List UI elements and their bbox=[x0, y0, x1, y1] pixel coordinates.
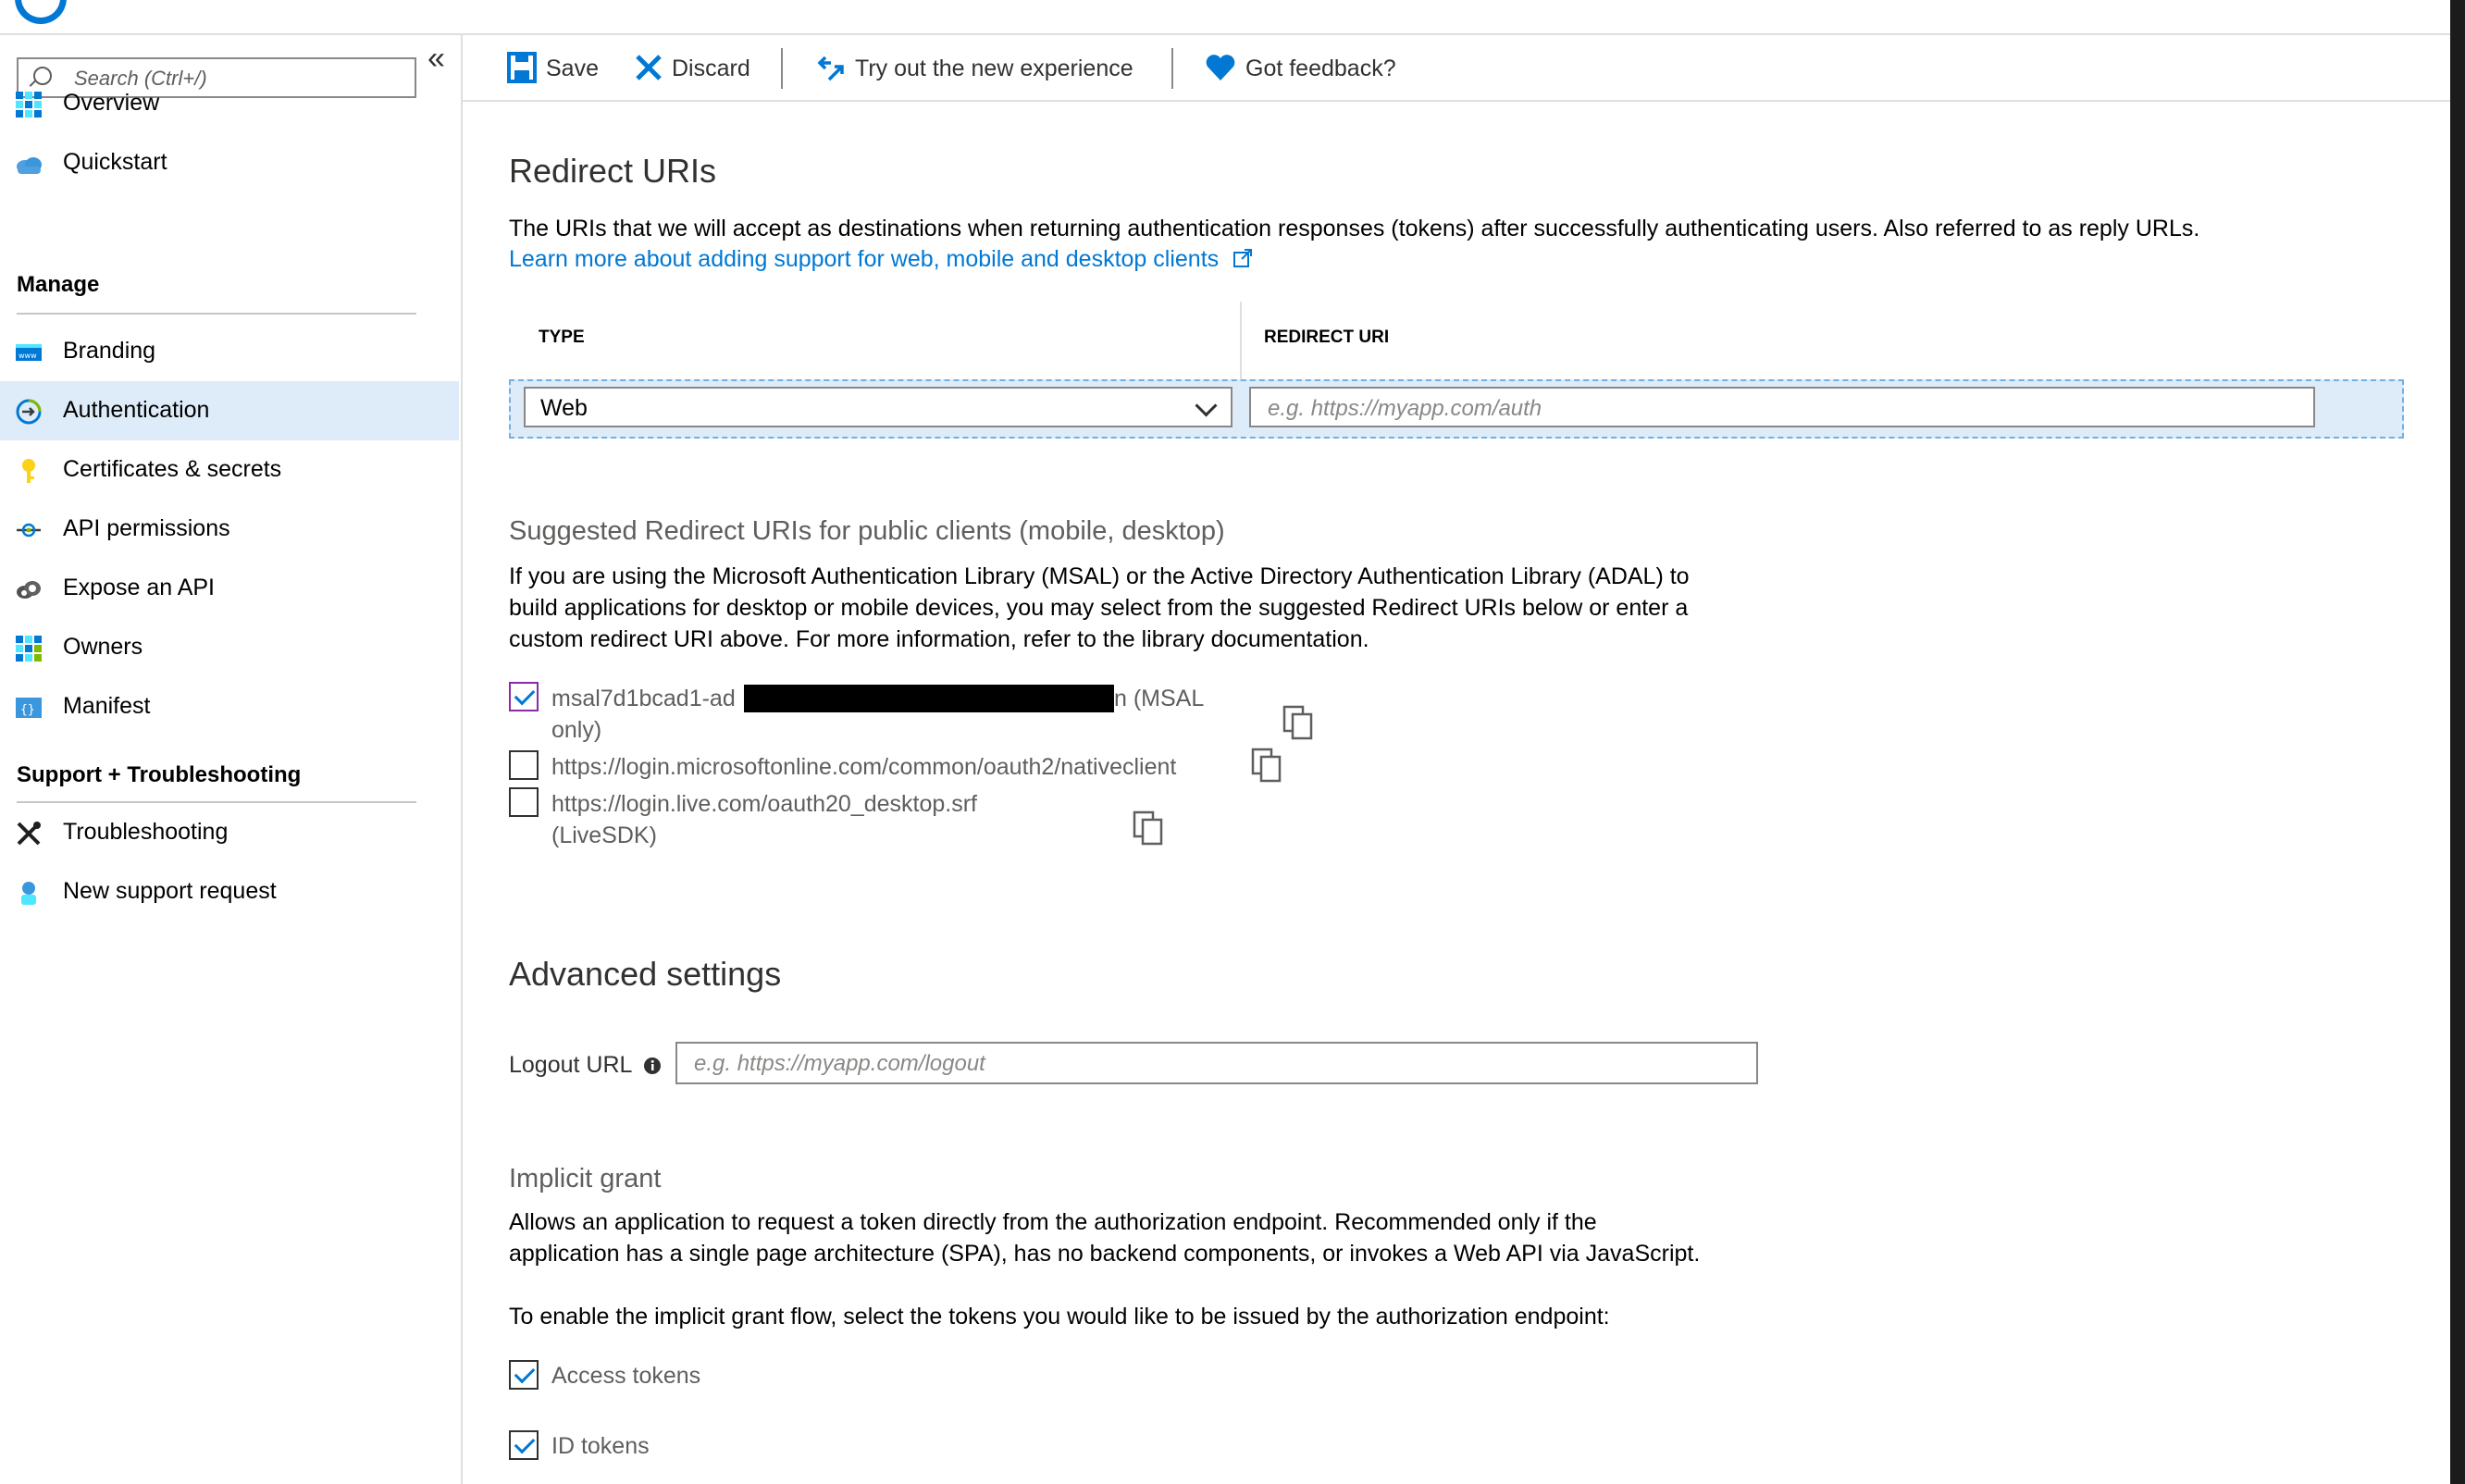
sidebar-item-label: Overview bbox=[63, 90, 160, 116]
msal-uri-label-suffix: n (MSAL bbox=[1114, 686, 1205, 711]
redirect-uris-title: Redirect URIs bbox=[509, 152, 717, 190]
sidebar-item-expose-api[interactable] bbox=[0, 559, 459, 618]
redacted-text bbox=[744, 685, 1114, 712]
msal-uri-label-line2: only) bbox=[551, 717, 602, 743]
sidebar-item-api-permissions[interactable] bbox=[0, 500, 459, 559]
grid-icon bbox=[15, 91, 43, 118]
manifest-icon bbox=[15, 694, 43, 722]
close-icon bbox=[635, 54, 663, 81]
owners-icon bbox=[15, 635, 43, 662]
sidebar-item-authentication[interactable] bbox=[0, 381, 459, 440]
adjacent-window-edge bbox=[2450, 0, 2465, 1484]
heart-icon bbox=[1205, 54, 1236, 81]
msal-uri-label-prefix: msal7d1bcad1-ad bbox=[551, 686, 736, 711]
sidebar-item-branding[interactable] bbox=[0, 322, 459, 381]
redirect-uri-field[interactable] bbox=[1249, 387, 2315, 427]
sidebar-item-troubleshooting[interactable] bbox=[0, 803, 459, 862]
sidebar-item-label: Troubleshooting bbox=[63, 819, 229, 845]
top-header-strip bbox=[0, 0, 2465, 35]
try-new-experience-button[interactable] bbox=[816, 50, 1168, 87]
implicit-desc-line-2: application has a single page architecture (SPA), has no backend components, or invokes a Web API via JavaScript. bbox=[509, 1241, 1701, 1267]
manage-section-title: Manage bbox=[17, 272, 100, 297]
copy-icon[interactable] bbox=[1251, 748, 1282, 783]
save-icon bbox=[507, 52, 537, 83]
sidebar bbox=[0, 35, 463, 1484]
chevron-down-icon bbox=[1195, 394, 1217, 416]
sidebar-item-label: Quickstart bbox=[63, 149, 167, 175]
livesdk-uri-label: https://login.live.com/oauth20_desktop.srf bbox=[551, 791, 977, 817]
sidebar-item-manifest[interactable] bbox=[0, 677, 459, 736]
sidebar-item-new-support-request[interactable] bbox=[0, 862, 459, 921]
discard-button[interactable] bbox=[635, 50, 761, 87]
redirect-uri-column-header: REDIRECT URI bbox=[1264, 328, 1390, 347]
access-tokens-label: Access tokens bbox=[551, 1363, 701, 1389]
sidebar-item-label: Expose an API bbox=[63, 575, 216, 600]
sidebar-item-label: Certificates & secrets bbox=[63, 456, 282, 482]
save-button[interactable] bbox=[507, 50, 609, 87]
divider bbox=[17, 313, 416, 315]
api-permissions-icon bbox=[15, 516, 43, 544]
try-new-label: Try out the new experience bbox=[855, 56, 1133, 81]
checkmark-icon bbox=[514, 1363, 536, 1384]
livesdk-uri-label-line2: (LiveSDK) bbox=[551, 822, 657, 848]
copy-icon[interactable] bbox=[1133, 810, 1164, 846]
external-link-icon bbox=[1232, 248, 1253, 268]
save-label: Save bbox=[546, 56, 599, 81]
key-icon bbox=[15, 457, 43, 485]
suggested-uris-title: Suggested Redirect URIs for public clients (mobile, desktop) bbox=[509, 516, 1225, 546]
info-icon[interactable] bbox=[643, 1057, 662, 1075]
advanced-settings-title: Advanced settings bbox=[509, 955, 782, 993]
cloud-icon bbox=[15, 150, 43, 178]
livesdk-uri-checkbox[interactable] bbox=[509, 787, 539, 817]
sidebar-item-certificates[interactable] bbox=[0, 440, 459, 500]
access-tokens-checkbox[interactable] bbox=[509, 1360, 539, 1390]
authentication-icon bbox=[15, 398, 43, 426]
suggested-desc-line-3: custom redirect URI above. For more information, refer to the library documentation. bbox=[509, 626, 1369, 652]
sidebar-item-overview[interactable] bbox=[0, 74, 459, 133]
redirect-uri-input[interactable] bbox=[1266, 392, 2279, 426]
sidebar-item-label: Manifest bbox=[63, 693, 151, 719]
svg-text:www: www bbox=[19, 352, 37, 360]
sidebar-item-label: API permissions bbox=[63, 515, 230, 541]
sidebar-item-label: New support request bbox=[63, 878, 277, 904]
wrench-icon bbox=[15, 820, 43, 847]
checkmark-icon bbox=[514, 685, 536, 706]
id-tokens-label: ID tokens bbox=[551, 1433, 650, 1459]
switch-arrows-icon bbox=[816, 52, 848, 83]
redirect-uris-description: The URIs that we will accept as destinations when returning authentication responses (tokens) after successfully authenticating users. Also referred to as reply URLs. bbox=[509, 216, 2200, 241]
copy-icon[interactable] bbox=[1282, 705, 1314, 740]
sidebar-item-label: Authentication bbox=[63, 397, 210, 423]
implicit-enable-text: To enable the implicit grant flow, select the tokens you would like to be issued by the authorization endpoint: bbox=[509, 1304, 1610, 1329]
discard-label: Discard bbox=[672, 56, 750, 81]
branding-icon bbox=[15, 339, 43, 366]
learn-more-link[interactable] bbox=[509, 246, 1253, 273]
type-dropdown-value: Web bbox=[540, 395, 588, 421]
sidebar-item-label: Owners bbox=[63, 634, 143, 660]
nativeclient-uri-checkbox[interactable] bbox=[509, 750, 539, 780]
command-bar bbox=[463, 35, 2450, 102]
logout-url-input[interactable] bbox=[692, 1047, 1721, 1081]
toolbar-divider bbox=[781, 48, 783, 89]
type-dropdown[interactable] bbox=[524, 387, 1232, 427]
logout-url-field[interactable] bbox=[675, 1042, 1758, 1084]
sidebar-item-quickstart[interactable] bbox=[0, 133, 459, 192]
suggested-desc-line-2: build applications for desktop or mobile devices, you may select from the suggested Redirect URIs below or enter a bbox=[509, 595, 1689, 621]
implicit-desc-line-1: Allows an application to request a token directly from the authorization endpoint. Recommended only if the bbox=[509, 1209, 1597, 1235]
learn-more-label: Learn more about adding support for web, mobile and desktop clients bbox=[509, 246, 1220, 272]
svg-text:{}: {} bbox=[20, 703, 35, 717]
feedback-label: Got feedback? bbox=[1245, 56, 1396, 81]
feedback-button[interactable] bbox=[1205, 50, 1408, 87]
msal-uri-checkbox[interactable] bbox=[509, 682, 539, 711]
cloud-gear-icon bbox=[15, 575, 43, 603]
checkmark-icon bbox=[514, 1433, 536, 1454]
toolbar-divider bbox=[1171, 48, 1173, 89]
collapse-sidebar-icon[interactable]: « bbox=[427, 41, 445, 76]
logout-url-label bbox=[509, 1049, 662, 1081]
support-icon bbox=[15, 879, 43, 907]
sidebar-item-label: Branding bbox=[63, 338, 156, 364]
nativeclient-uri-label: https://login.microsoftonline.com/common/oauth2/nativeclient bbox=[551, 754, 1177, 780]
sidebar-item-owners[interactable] bbox=[0, 618, 459, 677]
type-column-header: TYPE bbox=[539, 328, 585, 347]
logout-url-text: Logout URL bbox=[509, 1052, 632, 1078]
id-tokens-checkbox[interactable] bbox=[509, 1430, 539, 1460]
suggested-desc-line-1: If you are using the Microsoft Authentication Library (MSAL) or the Active Directory Authentication Library (ADAL) to bbox=[509, 563, 1690, 589]
column-divider bbox=[1240, 302, 1242, 379]
support-section-title: Support + Troubleshooting bbox=[17, 762, 302, 787]
implicit-grant-title: Implicit grant bbox=[509, 1164, 662, 1193]
